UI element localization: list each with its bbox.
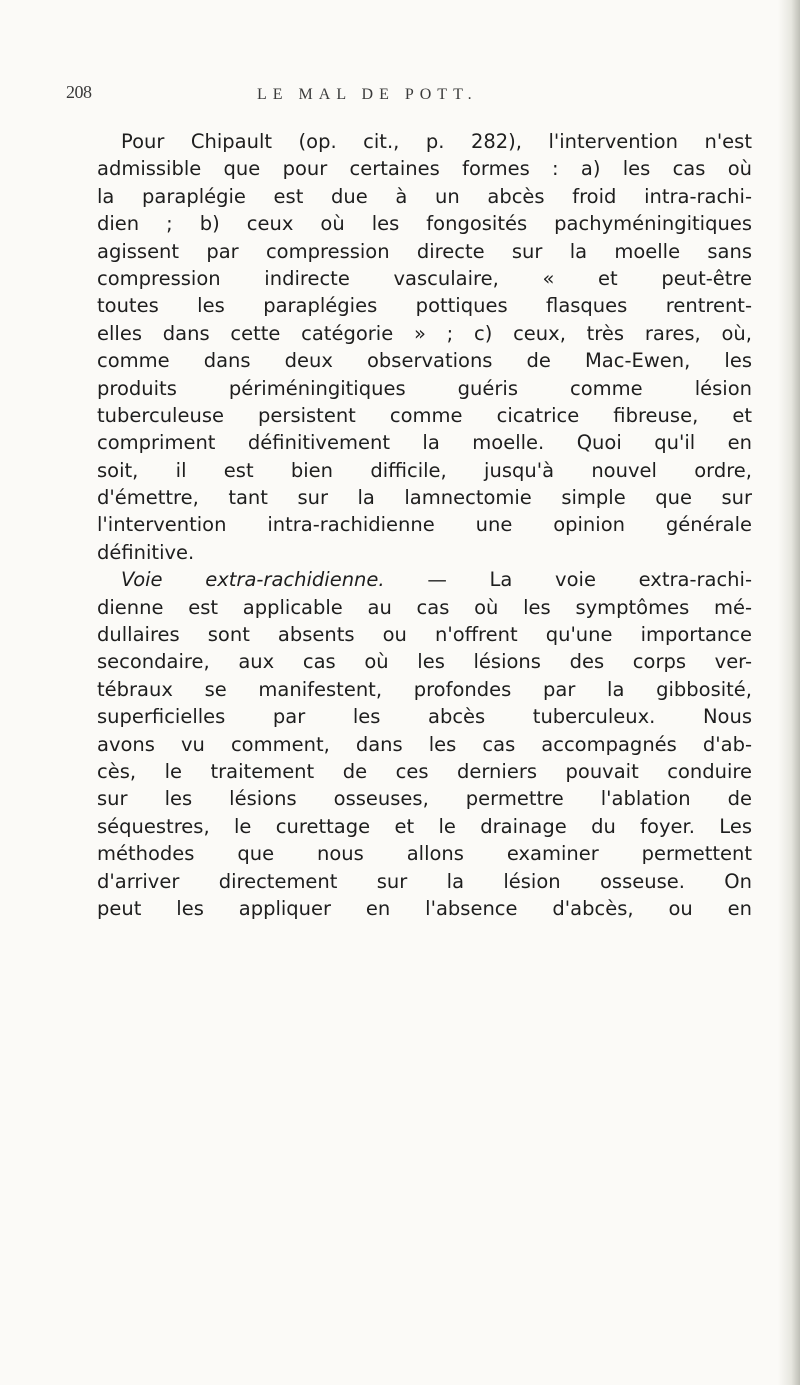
text-line: cès, le traitement de ces derniers pouvait conduire xyxy=(97,759,752,783)
text-line: d'arriver directement sur la lésion osseuse. On xyxy=(97,869,752,893)
text-line: admissible que pour certaines formes : a) les cas où xyxy=(97,157,752,181)
section-heading: Voie extra-rachidienne. xyxy=(121,568,385,592)
text-line: — La voie extra-rachi- xyxy=(427,568,752,592)
text-line: toutes les paraplégies pottiques flasques rentrent- xyxy=(97,294,752,318)
text-line: avons vu comment, dans les cas accompagnés d'ab- xyxy=(97,732,752,756)
text-line: produits périméningitiques guéris comme lésion xyxy=(97,376,752,400)
page-edge-shadow xyxy=(778,0,800,1385)
text-line: secondaire, aux cas où les lésions des corps ver- xyxy=(97,650,752,674)
text-line: superficielles par les abcès tuberculeux. Nous xyxy=(97,705,752,729)
text-line: dullaires sont absents ou n'offrent qu'une importance xyxy=(97,623,752,647)
text-line: elles dans cette catégorie » ; c) ceux, très rares, où, xyxy=(97,321,752,345)
text-line: dien ; b) ceux où les fongosités pachyméningitiques xyxy=(97,212,752,236)
text-line: dienne est applicable au cas où les symptômes mé- xyxy=(97,595,752,619)
text-line: compriment définitivement la moelle. Quoi qu'il en xyxy=(97,431,752,455)
text-line: peut les appliquer en l'absence d'abcès, ou en xyxy=(97,896,752,920)
text-line: la paraplégie est due à un abcès froid intra-rachi- xyxy=(97,184,752,208)
text-line: tuberculeuse persistent comme cicatrice fibreuse, et xyxy=(97,403,752,427)
text-line: agissent par compression directe sur la moelle sans xyxy=(97,239,752,263)
text-line: l'intervention intra-rachidienne une opinion générale xyxy=(97,513,752,537)
text-line: méthodes que nous allons examiner permettent xyxy=(97,842,752,866)
page-header xyxy=(66,82,766,112)
body-text xyxy=(97,128,752,922)
section-line xyxy=(97,566,752,593)
text-line: sur les lésions osseuses, permettre l'ablation de xyxy=(97,787,752,811)
text-line: comme dans deux observations de Mac-Ewen, les xyxy=(97,349,752,373)
page-number: 208 xyxy=(66,82,92,102)
text-line: Pour Chipault (op. cit., p. 282), l'intervention n'est xyxy=(121,130,752,153)
text-line: compression indirecte vasculaire, « et peut-être xyxy=(97,266,752,290)
text-line: d'émettre, tant sur la lamnectomie simple que sur xyxy=(97,486,752,510)
text-line: tébraux se manifestent, profondes par la gibbosité, xyxy=(97,677,752,701)
running-title: LE MAL DE POTT. xyxy=(257,86,478,103)
text-line: définitive. xyxy=(97,540,195,564)
text-line: soit, il est bien difficile, jusqu'à nouvel ordre, xyxy=(97,458,752,482)
text-line: séquestres, le curettage et le drainage du foyer. Les xyxy=(97,814,752,838)
